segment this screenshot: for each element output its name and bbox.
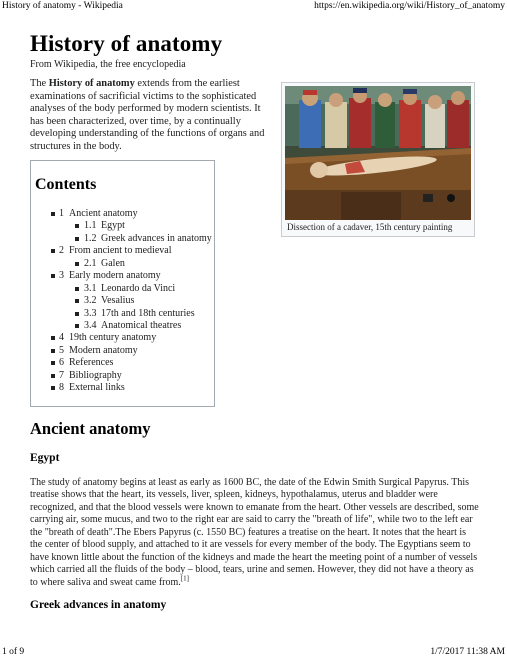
intro-paragraph bbox=[30, 78, 273, 154]
toc-item[interactable] bbox=[31, 208, 216, 220]
toc-number: 3.2 bbox=[84, 295, 97, 307]
dissection-painting-image[interactable] bbox=[285, 86, 471, 220]
toc-bullet bbox=[75, 324, 79, 328]
toc-bullet bbox=[51, 386, 55, 390]
toc-label: References bbox=[69, 357, 114, 369]
toc-number: 2 bbox=[59, 245, 64, 257]
subsection-heading-greek-advances: Greek advances in anatomy bbox=[30, 599, 167, 611]
toc-item[interactable] bbox=[31, 332, 216, 344]
toc-number: 3.4 bbox=[84, 319, 97, 331]
toc-item[interactable] bbox=[31, 270, 216, 282]
toc-bullet bbox=[51, 361, 55, 365]
toc-bullet bbox=[75, 262, 79, 266]
toc-bullet bbox=[75, 224, 79, 228]
toc-bullet bbox=[51, 349, 55, 353]
intro-text-before: The bbox=[30, 78, 49, 89]
toc-label: From ancient to medieval bbox=[69, 245, 172, 257]
toc-label: Leonardo da Vinci bbox=[101, 282, 176, 294]
toc-list bbox=[31, 208, 216, 395]
toc-label: Bibliography bbox=[69, 369, 122, 381]
toc-number: 5 bbox=[59, 344, 64, 356]
toc-bullet bbox=[51, 374, 55, 378]
intro-bold-term: History of anatomy bbox=[48, 78, 135, 89]
toc-item[interactable] bbox=[31, 357, 216, 369]
toc-item[interactable] bbox=[31, 320, 216, 332]
toc-bullet bbox=[75, 237, 79, 241]
toc-item[interactable] bbox=[31, 283, 216, 295]
toc-item[interactable] bbox=[31, 295, 216, 307]
table-of-contents bbox=[30, 160, 215, 407]
toc-item[interactable] bbox=[31, 233, 216, 245]
toc-number: 3 bbox=[59, 270, 64, 282]
page-subtitle: From Wikipedia, the free encyclopedia bbox=[30, 59, 186, 70]
toc-bullet bbox=[51, 274, 55, 278]
toc-number: 8 bbox=[59, 382, 64, 394]
print-footer-page-count: 1 of 9 bbox=[2, 647, 25, 657]
toc-item[interactable] bbox=[31, 220, 216, 232]
section-heading-ancient-anatomy: Ancient anatomy bbox=[30, 419, 151, 438]
toc-title: Contents bbox=[35, 176, 97, 193]
egypt-text: The study of anatomy begins at least as early as 1600 BC, the date of the Edwin Smith Surgical Papyrus. This treatise shows that the heart, its vessels, liver, spleen, kidneys, hypothalamus, uterus and bladder were recognized, and that the blood vessels were known to emanate from the heart. Other vessels are described, some carrying air, some mucus, and two to the right ear are said to carry the "breath of life", while two to the left ear the "breath of death".The Ebers Papyrus (c. 1550 BC) features a treatise on the heart. It notes that the heart is the center of blood supply, and attached to it are vessels for every member of the body. The Egyptians seem to have known little about the function of the kidneys and made the heart the meeting point of a number of vessels which carried all the fluids of the body – blood, tears, urine and semen. However, they did not have a theory as to where saliva and sweat came from. bbox=[30, 477, 479, 588]
page-title: History of anatomy bbox=[30, 31, 223, 56]
toc-number: 1.2 bbox=[84, 232, 97, 244]
egypt-paragraph bbox=[30, 477, 480, 589]
toc-label: Vesalius bbox=[101, 295, 135, 307]
toc-bullet bbox=[51, 249, 55, 253]
toc-number: 6 bbox=[59, 357, 64, 369]
toc-number: 2.1 bbox=[84, 257, 97, 269]
toc-label: Anatomical theatres bbox=[101, 319, 182, 331]
toc-number: 1.1 bbox=[84, 220, 97, 232]
toc-number: 7 bbox=[59, 369, 64, 381]
toc-label: Galen bbox=[101, 257, 125, 269]
toc-label: 17th and 18th centuries bbox=[101, 307, 195, 319]
print-header-url: https://en.wikipedia.org/wiki/History_of_anatomy bbox=[314, 1, 505, 11]
toc-item[interactable] bbox=[31, 245, 216, 257]
print-footer-timestamp: 1/7/2017 11:38 AM bbox=[430, 647, 505, 657]
toc-label: Early modern anatomy bbox=[69, 270, 161, 282]
toc-bullet bbox=[75, 287, 79, 291]
toc-item[interactable] bbox=[31, 345, 216, 357]
toc-bullet bbox=[51, 336, 55, 340]
toc-label: Modern anatomy bbox=[69, 344, 138, 356]
toc-number: 3.3 bbox=[84, 307, 97, 319]
figure-thumbnail bbox=[281, 82, 475, 237]
toc-bullet bbox=[75, 299, 79, 303]
toc-label: External links bbox=[69, 382, 125, 394]
toc-item[interactable] bbox=[31, 308, 216, 320]
toc-item[interactable] bbox=[31, 382, 216, 394]
print-header-title: History of anatomy - Wikipedia bbox=[2, 1, 123, 11]
toc-label: Greek advances in anatomy bbox=[101, 232, 212, 244]
subsection-heading-egypt: Egypt bbox=[30, 452, 60, 464]
toc-label: 19th century anatomy bbox=[69, 332, 157, 344]
toc-number: 3.1 bbox=[84, 282, 97, 294]
toc-item[interactable] bbox=[31, 370, 216, 382]
toc-item[interactable] bbox=[31, 258, 216, 270]
toc-number: 1 bbox=[59, 208, 64, 219]
intro-text-after: extends from the earliest examinations of sacrificial victims to the sophisticated analyses of the body performed by modern scientists. It has been characterized, over time, by a continually developing understanding of the functions of organs and structures in the body. bbox=[30, 78, 265, 152]
toc-label: Ancient anatomy bbox=[69, 208, 138, 219]
toc-label: Egypt bbox=[101, 220, 125, 232]
toc-bullet bbox=[75, 312, 79, 316]
figure-caption: Dissection of a cadaver, 15th century painting bbox=[287, 222, 453, 232]
toc-number: 4 bbox=[59, 332, 64, 344]
citation-link[interactable]: [1] bbox=[180, 574, 189, 583]
toc-bullet bbox=[51, 212, 55, 216]
